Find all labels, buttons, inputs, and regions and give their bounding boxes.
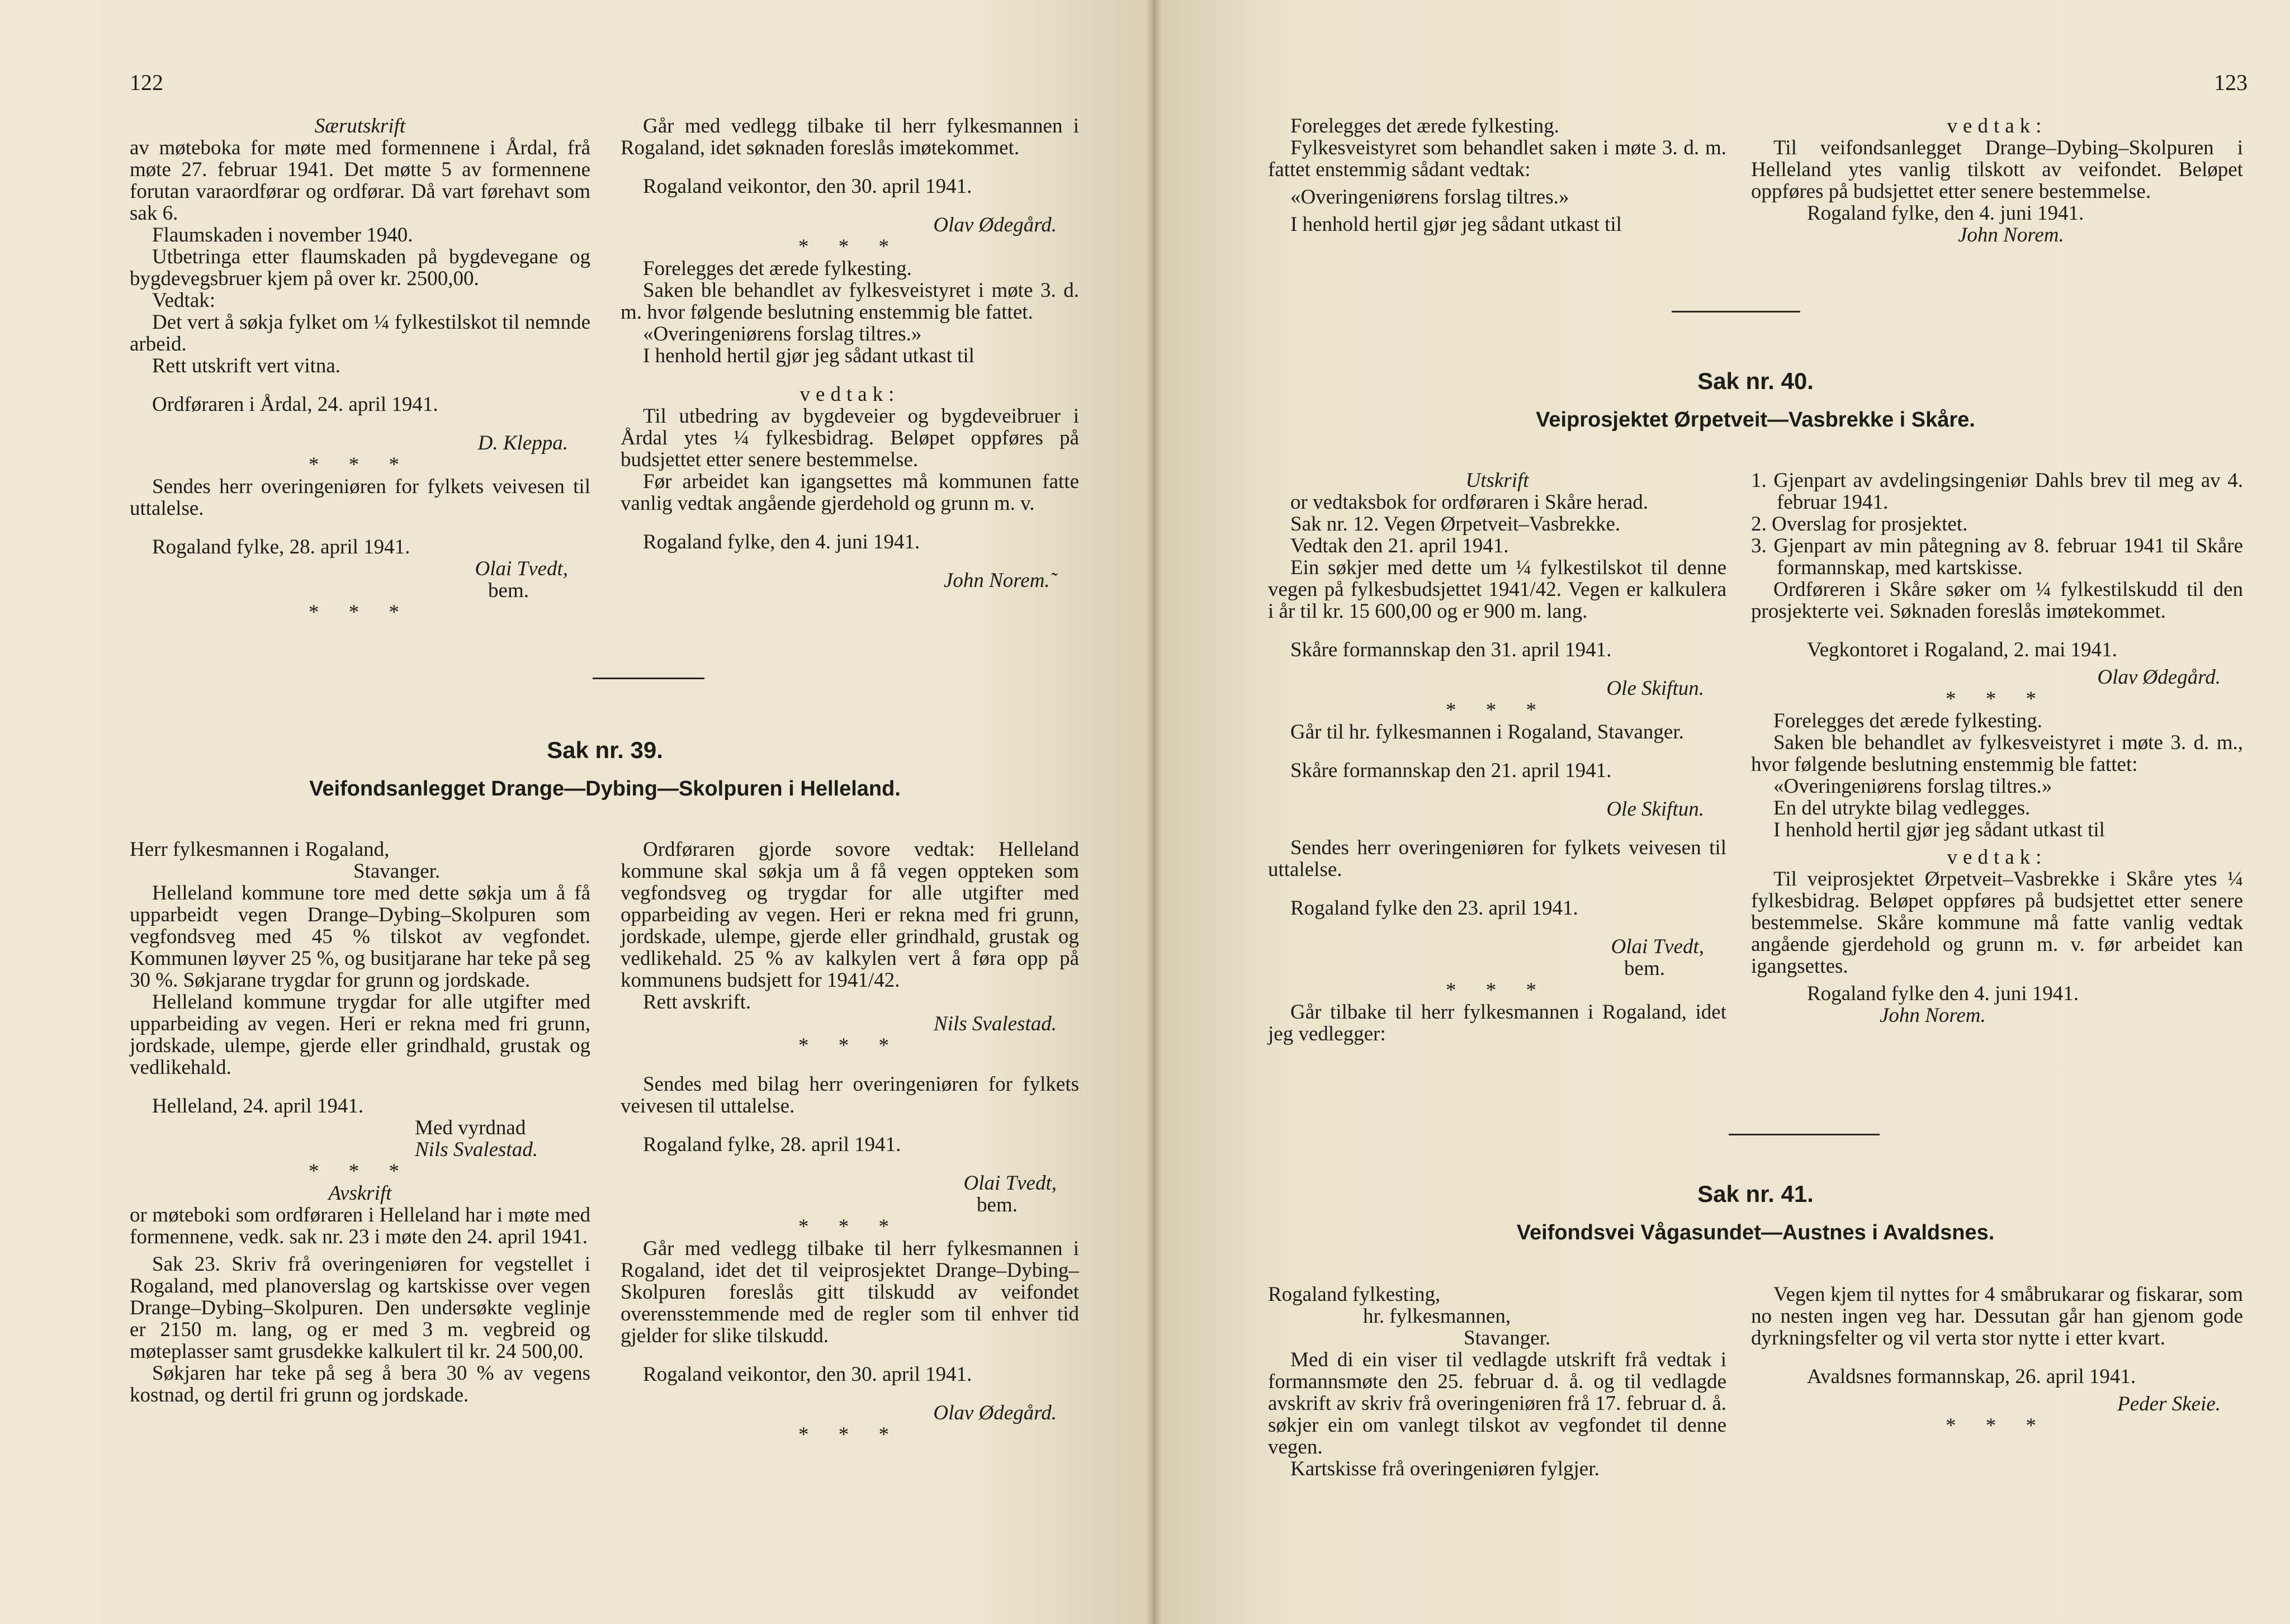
paragraph: Sendes herr overingeniøren for fylkets veivesen til uttalelse. [130,475,590,520]
case-number-41: Sak nr. 41. [1697,1181,1814,1207]
place-date: Helleland, 24. april 1941. [152,1095,364,1118]
paragraph: Det vert å søkja fylket om ¼ fylkestilskot til nemnde arbeid. [130,311,590,356]
paragraph: Flaumskaden i november 1940. [152,224,413,247]
paragraph: or vedtaksbok for ordføraren i Skåre herad. [1290,491,1649,514]
address-line: Herr fylkesmannen i Rogaland, [130,838,390,861]
heading-utskrift: Utskrift [1465,469,1529,492]
paragraph: Går tilbake til herr fylkesmannen i Rogaland, idet jeg vedlegger: [1268,1001,1726,1045]
place-date: Skåre formannskap den 31. april 1941. [1290,638,1612,661]
vedtak-heading: vedtak: [1947,115,2047,138]
paragraph: Går med vedlegg tilbake til herr fylkesmannen i Rogaland, idet det til veiprosjektet Drange–Dybing–Skolpuren foreslås gitt tilskudd av veifondet overensstemmende med de regler som til enhver tid gjelder for slike tilskudd. [621,1237,1079,1347]
right-column-6 [1751,1284,2243,1437]
signature: Olai Tvedt, [475,557,568,580]
place-date: Rogaland fylke, den 4. juni 1941. [1807,202,2084,225]
case-title-41: Veifondsvei Vågasundet—Austnes i Avaldsnes. [1516,1221,1995,1244]
address-line: Stavanger. [353,860,441,883]
paragraph: Kartskisse frå overingeniøren fylgjer. [1290,1457,1600,1480]
signature-title: bem. [1624,957,1665,980]
place-date: Skåre formannskap den 21. april 1941. [1290,759,1612,782]
paragraph: Saken ble behandlet av fylkesveistyret i møte 3. d. m., hvor følgende beslutning enstemmig ble fattet: [1751,731,2243,776]
paragraph: Går til hr. fylkesmannen i Rogaland, Stavanger. [1290,721,1684,744]
right-column-3 [1268,470,1726,1045]
paragraph: Rett utskrift vert vitna. [152,354,341,377]
paragraph: Forelegges det ærede fylkesting. [1290,115,1559,138]
place-date: Vegkontoret i Rogaland, 2. mai 1941. [1807,638,2117,661]
paragraph: Vedtak: [152,289,216,312]
right-column-2 [1751,115,2243,246]
separator-stars: * * * [1446,979,1549,1002]
separator-stars: * * * [798,235,901,258]
list-item: 3. Gjenpart av min påtegning av 8. februar 1941 til Skåre formannskap, med kartskisse. [1751,534,2243,579]
paragraph: Forelegges det ærede fylkesting. [643,257,912,280]
right-column-1 [1268,115,1726,235]
place-date: Avaldsnes formannskap, 26. april 1941. [1807,1365,2136,1388]
paragraph: Saken ble behandlet av fylkesveistyret i møte 3. d. m. hvor følgende beslutning enstemmig ble fattet. [621,279,1079,324]
paragraph: or møteboki som ordføraren i Helleland har i møte med formennene, vedk. sak nr. 23 i møte den 24. april 1941. [130,1204,590,1248]
separator-stars: * * * [798,1423,901,1446]
list-item: 1. Gjenpart av avdelingsingeniør Dahls brev til meg av 4. februar 1941. [1751,469,2243,514]
separator-stars: * * * [1946,688,2048,711]
left-column-3 [130,839,590,1406]
paragraph: Går med vedlegg tilbake til herr fylkesmannen i Rogaland, idet søknaden foreslås imøtekommet. [621,115,1079,159]
paragraph: av møteboka for møte med formennene i Årdal, frå møte 27. februar 1941. Det møtte 5 av formennene forutan varaordførar og ordførar. Då vart førehavt som sak 6. [130,136,590,225]
signature-title: bem. [488,579,529,602]
place-date: Rogaland fylke, 28. april 1941. [643,1133,901,1156]
paragraph: Sendes herr overingeniøren for fylkets veivesen til uttalelse. [1268,836,1726,881]
heading-saerutskrift: Særutskrift [314,115,406,138]
separator-stars: * * * [309,453,411,476]
divider-rule [593,678,704,679]
paragraph: Til veifondsanlegget Drange–Dybing–Skolpuren i Helleland ytes vanlig tilskott av veifondet. Beløpet oppføres på budsjettet etter senere bestemmelse. [1751,136,2243,203]
left-column-2 [621,115,1079,591]
signature: Ole Skiftun. [1606,677,1704,700]
paragraph: Sendes med bilag herr overingeniøren for fylkets veivesen til uttalelse. [621,1073,1079,1118]
place-date: Rogaland veikontor, den 30. april 1941. [643,1363,972,1386]
paragraph: Med di ein viser til vedlagde utskrift frå vedtak i formannsmøte den 25. februar d. å. og til vedlagde avskrift av skriv frå overingeniøren frå 17. februar d. å. søkjer ein om vanlegt tilskot av vegfondet til denne vegen. [1268,1348,1726,1459]
left-column-1 [130,115,590,623]
paragraph: «Overingeniørens forslag tiltres.» [643,323,922,345]
vedtak-heading: vedtak: [799,383,900,406]
separator-stars: * * * [1946,1414,2048,1437]
signature: Olai Tvedt, [963,1172,1057,1195]
place-date: Rogaland fylke den 23. april 1941. [1290,897,1578,920]
paragraph: Sak 23. Skriv frå overingeniøren for vegstellet i Rogaland, med planoverslag og kartskisse over vegen Drange–Dybing–Skolpuren. Den undersøkte veglinje er 2150 m. lang, og er med 3 m. vegbreid og møteplasser samt grusdekke kalkulert til kr. 24 500,00. [130,1253,590,1363]
place-date: Rogaland fylke, den 4. juni 1941. [643,531,920,553]
separator-stars: * * * [1446,699,1549,722]
divider-rule [1672,311,1800,313]
paragraph: Ordføreren i Skåre søker om ¼ fylkestilskudd til den prosjekterte vei. Søknaden foreslås imøtekommet. [1751,578,2243,623]
paragraph: Helleland kommune trygdar for alle utgifter med upparbeiding av vegen. Heri er rekna med fri grunn, jordskade, ulempe, gjerde eller grindhald, grustak og vedlikehald. [130,991,590,1079]
paragraph: Utbetringa etter flaumskaden på bygdevegane og bygdevegsbruer kjem på over kr. 2500,00. [130,245,590,290]
paragraph: Til utbedring av bygdeveier og bygdeveibruer i Årdal ytes ¼ fylkesbidrag. Beløpet oppføres på budsjettet etter senere bestemmelse. [621,405,1079,471]
signature-greeting: Med vyrdnad [415,1116,526,1139]
place-date: Rogaland fylke den 4. juni 1941. [1807,982,2079,1005]
signature: John Norem.˜ [943,569,1057,592]
paragraph: I henhold hertil gjør jeg sådant utkast til [1290,213,1622,236]
divider-rule [1729,1134,1880,1135]
place-date: Ordføraren i Årdal, 24. april 1941. [152,393,438,416]
case-title-40: Veiprosjektet Ørpetveit—Vasbrekke i Skåre. [1536,408,1975,432]
paragraph: Vegen kjem til nyttes for 4 småbrukarar og fiskarar, som no nesten ingen veg har. Dessutan går han gjenom gode dyrkningsfelter og vil verta stor nytte i etter kvart. [1751,1283,2243,1350]
signature: Olai Tvedt, [1611,935,1704,958]
case-number-40: Sak nr. 40. [1697,368,1814,394]
page-number-left: 122 [130,70,163,95]
paragraph: Søkjaren har teke på seg å bera 30 % av vegens kostnad, og dertil fri grunn og jordskade. [130,1362,590,1407]
place-date: Rogaland fylke, 28. april 1941. [152,536,410,558]
separator-stars: * * * [309,601,411,624]
paragraph: I henhold hertil gjør jeg sådant utkast til [1773,818,2105,841]
vedtak-heading: vedtak: [1947,846,2047,869]
separator-stars: * * * [798,1034,901,1057]
address-line: hr. fylkesmannen, [1363,1305,1511,1328]
signature: Olav Ødegård. [933,1402,1057,1424]
right-page [1153,0,2290,1624]
address-line: Rogaland fylkesting, [1268,1283,1441,1306]
case-title-39: Veifondsanlegget Drange—Dybing—Skolpuren i Helleland. [309,777,901,801]
paragraph: Før arbeidet kan igangsettes må kommunen fatte vanlig vedtak angående gjerdehold og grunn m. v. [621,470,1079,515]
signature: Peder Skeie. [2117,1393,2221,1415]
paragraph: Rett avskrift. [643,991,751,1014]
paragraph: Helleland kommune tore med dette søkja um å få upparbeidt vegen Drange–Dybing–Skolpuren som vegfondsveg med 45 % tilskot av vegfondet. Kommunen løyver 25 %, og busitjarane har teke på seg 30 %. Søkjarane trygdar for grunn og jordskade. [130,882,590,992]
paragraph: «Overingeniørens forslag tiltres.» [1773,775,2052,798]
paragraph: Vedtak den 21. april 1941. [1290,534,1509,557]
separator-stars: * * * [798,1215,901,1238]
right-column-4 [1751,470,2243,1026]
paragraph: En del utrykte bilag vedlegges. [1773,797,2031,820]
case-number-39: Sak nr. 39. [547,737,663,763]
signature: Ole Skiftun. [1606,798,1704,821]
signature: Olav Ødegård. [933,214,1057,236]
right-column-5 [1268,1284,1726,1480]
book-gutter [1146,0,1162,1624]
paragraph: Forelegges det ærede fylkesting. [1773,709,2042,732]
paragraph: Ordføraren gjorde sovore vedtak: Helleland kommune skal søkja um å få vegen oppteken som vegfondsveg og trygdar for alle utgifter med opparbeiding av vegen. Heri er rekna med fri grunn, jordskade, ulempe, gjerde eller grindhald, grustak og vedlikehald. 25 % av kalkylen vert å føra opp på kommunens budsjett for 1941/42. [621,838,1079,992]
separator-stars: * * * [309,1160,411,1183]
signature: Olav Ødegård. [2097,666,2221,689]
heading-avskrift: Avskrift [328,1182,392,1205]
signature-title: bem. [977,1194,1018,1216]
signature: D. Kleppa. [477,432,568,454]
left-column-4 [621,839,1079,1446]
signature: Nils Svalestad. [415,1138,538,1161]
paragraph: Ein søkjer med dette um ¼ fylkestilskot til denne vegen på fylkesbudsjettet 1941/42. Vegen er kalkulera i år til kr. 15 600,00 og er 900 m. lang. [1268,556,1726,623]
signature: Nils Svalestad. [934,1012,1057,1035]
address-line: Stavanger. [1464,1327,1551,1350]
paragraph: I henhold hertil gjør jeg sådant utkast til [643,344,974,367]
signature: John Norem. [1958,224,2064,247]
signature: John Norem. [1880,1004,1986,1027]
paragraph: «Overingeniørens forslag tiltres.» [1290,186,1569,209]
place-date: Rogaland veikontor, den 30. april 1941. [643,175,972,198]
paragraph: Til veiprosjektet Ørpetveit–Vasbrekke i Skåre ytes ¼ fylkesbidrag. Beløpet oppføres på budsjettet etter senere bestemmelse. Skåre kommune må fatte vanlig vedtak angående gjerdehold og grunn m. v. før arbeidet kan igangsettes. [1751,868,2243,978]
paragraph: Fylkesveistyret som behandlet saken i møte 3. d. m. fattet enstemmig sådant vedtak: [1268,136,1726,181]
list-item: 2. Overslag for prosjektet. [1751,513,1968,536]
page-number-right: 123 [2214,70,2248,95]
paragraph: Sak nr. 12. Vegen Ørpetveit–Vasbrekke. [1290,513,1621,536]
